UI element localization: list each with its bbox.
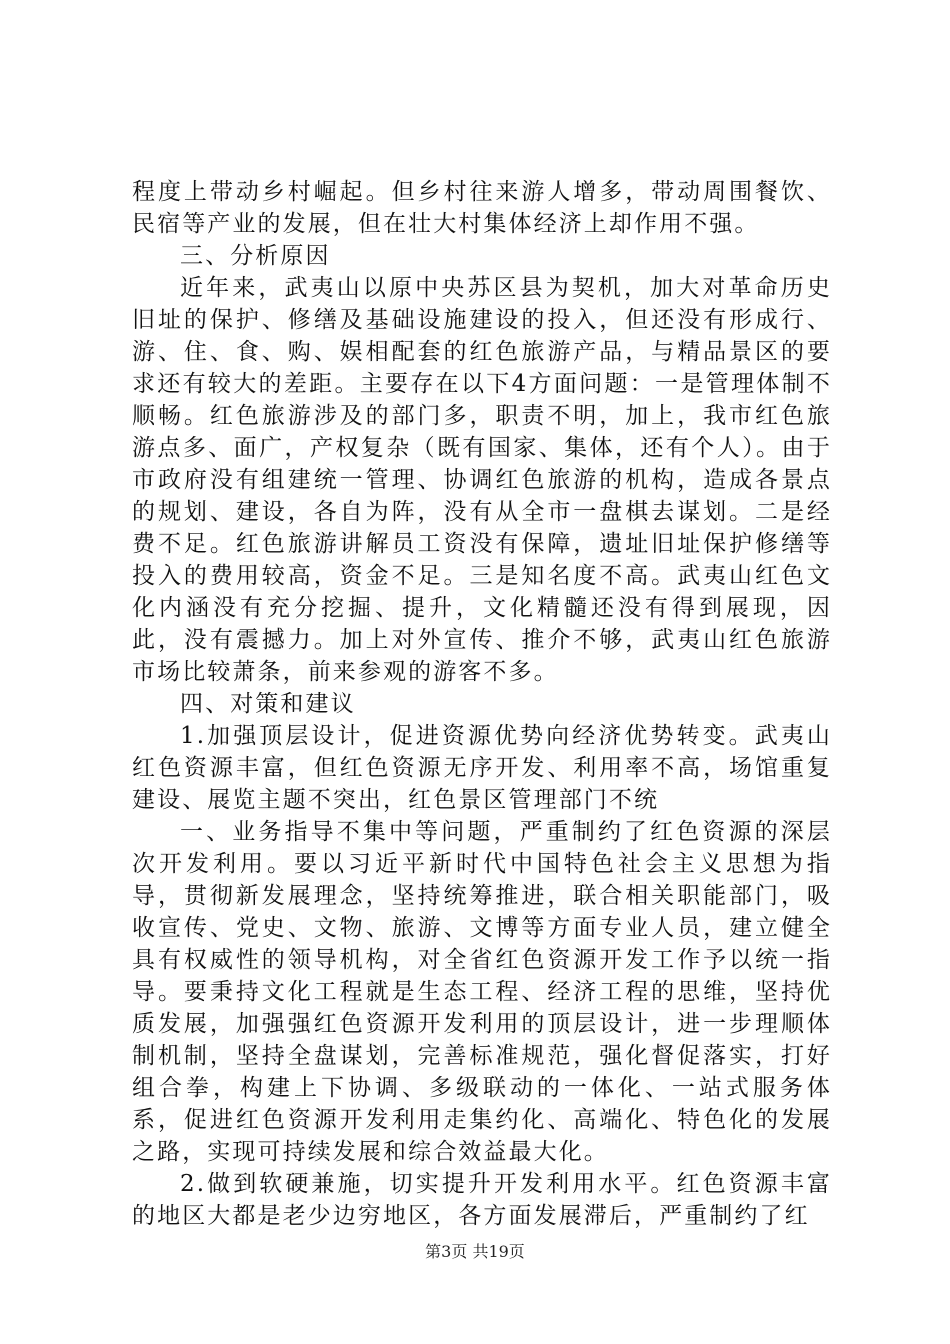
section-heading-analysis: 三、分析原因 bbox=[180, 243, 331, 269]
paragraph-analysis: 近年来，武夷山以原中央苏区县为契机，加大对革命历史旧址的保护、修缮及基础设施建设的投入，但还没有形成行、游、住、食、购、娱相配套的红色旅游产品，与精品景区的要求还有较大的差距。主要存在以下4方面问题：一是管理体制不顺畅。红色旅游涉及的部门多，职责不明，加上，我市红色旅游点多、面广，产权复杂（既有国家、集体，还有个人）。由于市政府没有组建统一管理、协调红色旅游的机构，造成各景点的规划、建设，各自为阵，没有从全市一盘棋去谋划。二是经费不足。红色旅游讲解员工资没有保障，遗址旧址保护修缮等投入的费用较高，资金不足。三是知名度不高。武夷山红色文化内涵没有充分挖掘、提升，文化精髓还没有得到展现，因此，没有震撼力。加上对外宣传、推介不够，武夷山红色旅游市场比较萧条，前来参观的游客不多。 bbox=[132, 275, 832, 685]
section-heading-suggestions: 四、对策和建议 bbox=[180, 691, 356, 717]
paragraph-suggestion-1: 1.加强顶层设计，促进资源优势向经济优势转变。武夷山红色资源丰富，但红色资源无序开发、利用率不高，场馆重复建设、展览主题不突出，红色景区管理部门不统 bbox=[132, 723, 832, 813]
paragraph-suggestion-1-continued: 一、业务指导不集中等问题，严重制约了红色资源的深层次开发利用。要以习近平新时代中国特色社会主义思想为指导，贯彻新发展理念，坚持统筹推进，联合相关职能部门，吸收宣传、党史、文物、旅游、文博等方面专业人员，建立健全具有权威性的领导机构，对全省红色资源开发工作予以统一指导。要秉持文化工程就是生态工程、经济工程的思维，坚持优质发展，加强强红色资源开发利用的顶层设计，进一步理顺体制机制，坚持全盘谋划，完善标准规范，强化督促落实，打好组合拳，构建上下协调、多级联动的一体化、一站式服务体系，促进红色资源开发利用走集约化、高端化、特色化的发展之路，实现可持续发展和综合效益最大化。 bbox=[132, 819, 832, 1165]
paragraph-suggestion-2: 2.做到软硬兼施，切实提升开发利用水平。红色资源丰富的地区大都是老少边穷地区，各方面发展滞后，严重制约了红 bbox=[132, 1171, 832, 1229]
paragraph-continued: 程度上带动乡村崛起。但乡村往来游人增多，带动周围餐饮、民宿等产业的发展，但在壮大村集体经济上却作用不强。 bbox=[132, 179, 832, 237]
page-number-footer: 第3页 共19页 bbox=[425, 1242, 525, 1261]
body-text bbox=[132, 176, 832, 1232]
